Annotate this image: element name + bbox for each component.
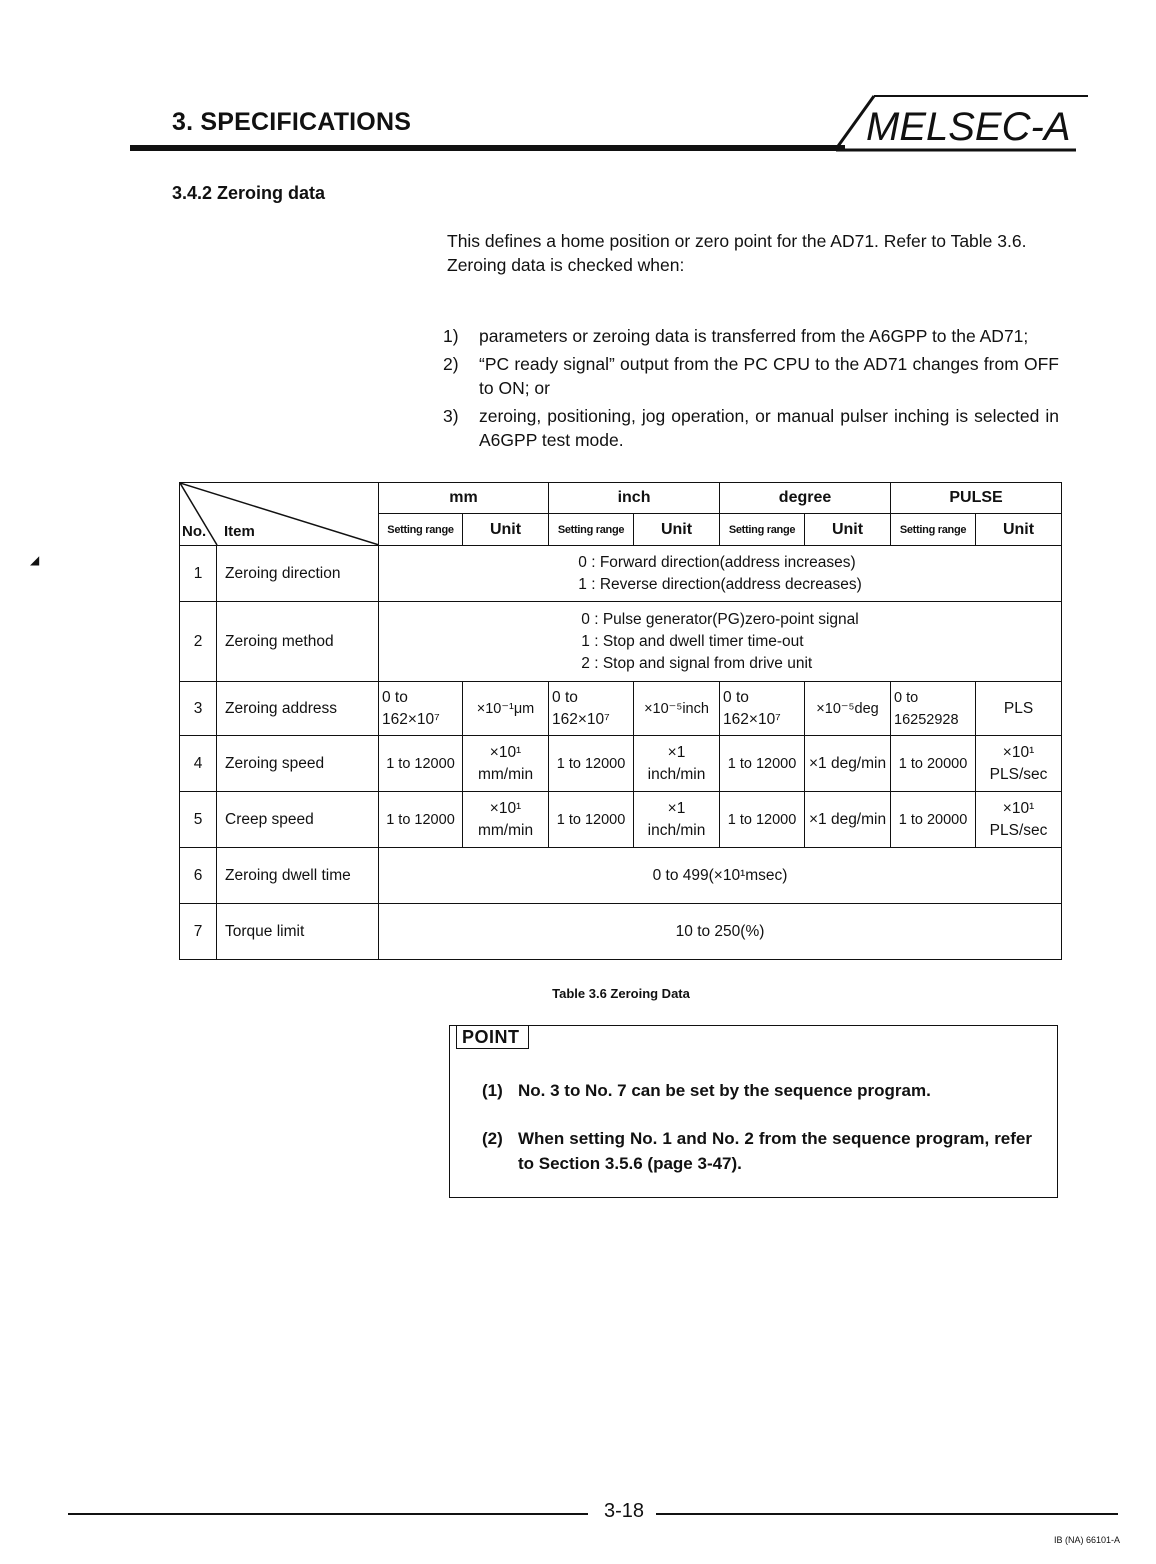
inch-unit: ×10⁻⁵inch [634, 682, 720, 736]
diagonal-divider [180, 483, 379, 545]
list-text: “PC ready signal” output from the PC CPU to the AD71 changes from OFF to ON; or [479, 354, 1059, 398]
degree-unit: ×1 deg/min [805, 736, 891, 792]
header-setting-range: Setting range [891, 514, 976, 546]
row-item: Zeroing speed [217, 736, 379, 792]
header-setting-range: Setting range [379, 514, 463, 546]
header-pulse: PULSE [891, 483, 1062, 514]
row-item: Torque limit [217, 904, 379, 960]
mm-unit: ×10¹ mm/min [463, 792, 549, 848]
header-degree: degree [720, 483, 891, 514]
description-line: 0 : Pulse generator(PG)zero-point signal [581, 610, 859, 628]
list-text: parameters or zeroing data is transferred from the A6GPP to the AD71; [479, 326, 1029, 346]
table-row [180, 848, 1062, 904]
header-unit: Unit [634, 514, 720, 546]
row-number: 4 [180, 736, 217, 792]
list-number: 1) [443, 326, 459, 346]
section-header: 3. SPECIFICATIONS [172, 108, 412, 136]
point-item [482, 1078, 1032, 1103]
row-description: 0 to 499(×10¹msec) [379, 848, 1062, 904]
list-number: 2) [443, 354, 459, 374]
degree-unit: ×1 deg/min [805, 792, 891, 848]
row-number: 3 [180, 682, 217, 736]
degree-unit: ×10⁻⁵deg [805, 682, 891, 736]
header-unit: Unit [976, 514, 1062, 546]
pulse-setting-range: 1 to 20000 [891, 792, 976, 848]
header-setting-range: Setting range [549, 514, 634, 546]
brand-text: MELSEC-A [866, 105, 1071, 149]
mm-setting-range: 0 to 162×10⁷ [379, 682, 463, 736]
row-description [379, 546, 1062, 602]
row-description: 10 to 250(%) [379, 904, 1062, 960]
pulse-setting-range: 0 to 16252928 [891, 682, 976, 736]
mm-setting-range: 1 to 12000 [379, 736, 463, 792]
pulse-unit: PLS [976, 682, 1062, 736]
row-number: 2 [180, 602, 217, 682]
table-row [180, 682, 1062, 736]
description-line: 1 : Reverse direction(address decreases) [578, 575, 862, 593]
table-row [180, 546, 1062, 602]
point-number: (1) [482, 1081, 503, 1100]
row-item: Zeroing address [217, 682, 379, 736]
point-text: When setting No. 1 and No. 2 from the sequence program, refer to Section 3.5.6 (page 3-47). [518, 1129, 1032, 1173]
degree-setting-range: 1 to 12000 [720, 736, 805, 792]
description-line: 2 : Stop and signal from drive unit [581, 654, 813, 672]
description-line: 1 : Stop and dwell timer time-out [581, 632, 804, 650]
melsec-logo [836, 94, 1098, 156]
footer-rule-right [656, 1513, 1118, 1515]
inch-unit: ×1 inch/min [634, 792, 720, 848]
list-item [443, 404, 1059, 452]
row-number: 6 [180, 848, 217, 904]
point-box [449, 1025, 1058, 1198]
degree-setting-range: 0 to 162×10⁷ [720, 682, 805, 736]
row-description [379, 602, 1062, 682]
condition-list [443, 324, 1059, 456]
point-text: No. 3 to No. 7 can be set by the sequence program. [518, 1081, 931, 1100]
header-mm: mm [379, 483, 549, 514]
header-inch: inch [549, 483, 720, 514]
margin-mark: ◢ [30, 553, 40, 567]
intro-line: Zeroing data is checked when: [447, 255, 685, 275]
point-label: POINT [456, 1026, 529, 1049]
description-line: 0 : Forward direction(address increases) [578, 553, 856, 571]
pulse-setting-range: 1 to 20000 [891, 736, 976, 792]
page-number: 3-18 [603, 1500, 645, 1522]
table-row [180, 904, 1062, 960]
row-number: 5 [180, 792, 217, 848]
row-item: Zeroing method [217, 602, 379, 682]
table-row [180, 602, 1062, 682]
header-no: No. [182, 523, 207, 540]
row-item: Zeroing direction [217, 546, 379, 602]
header-unit: Unit [463, 514, 549, 546]
header-rule [130, 145, 845, 151]
inch-setting-range: 0 to 162×10⁷ [549, 682, 634, 736]
row-item: Creep speed [217, 792, 379, 848]
intro-text [447, 229, 1059, 277]
pulse-unit: ×10¹ PLS/sec [976, 736, 1062, 792]
header-setting-range: Setting range [720, 514, 805, 546]
degree-setting-range: 1 to 12000 [720, 792, 805, 848]
intro-line: This defines a home position or zero point for the AD71. Refer to Table 3.6. [447, 231, 1027, 251]
table-caption: Table 3.6 Zeroing Data [552, 986, 690, 1001]
footer-rule-left [68, 1513, 588, 1515]
mm-unit: ×10⁻¹μm [463, 682, 549, 736]
document-code: IB (NA) 66101-A [1053, 1535, 1120, 1545]
mm-unit: ×10¹ mm/min [463, 736, 549, 792]
inch-unit: ×1 inch/min [634, 736, 720, 792]
list-number: 3) [443, 406, 459, 426]
header-item: Item [224, 523, 255, 540]
pulse-unit: ×10¹ PLS/sec [976, 792, 1062, 848]
section-title: 3.4.2 Zeroing data [172, 183, 326, 203]
header-unit: Unit [805, 514, 891, 546]
point-list [482, 1078, 1032, 1199]
list-item [443, 352, 1059, 400]
list-item [443, 324, 1059, 348]
table-row [180, 736, 1062, 792]
table-corner-header [180, 483, 379, 546]
mm-setting-range: 1 to 12000 [379, 792, 463, 848]
zeroing-data-table [179, 482, 1062, 960]
inch-setting-range: 1 to 12000 [549, 736, 634, 792]
list-text: zeroing, positioning, jog operation, or manual pulser inching is selected in A6GPP test mode. [479, 406, 1059, 450]
point-number: (2) [482, 1129, 503, 1148]
row-number: 7 [180, 904, 217, 960]
table-row [180, 792, 1062, 848]
row-item: Zeroing dwell time [217, 848, 379, 904]
row-number: 1 [180, 546, 217, 602]
point-item [482, 1126, 1032, 1176]
inch-setting-range: 1 to 12000 [549, 792, 634, 848]
